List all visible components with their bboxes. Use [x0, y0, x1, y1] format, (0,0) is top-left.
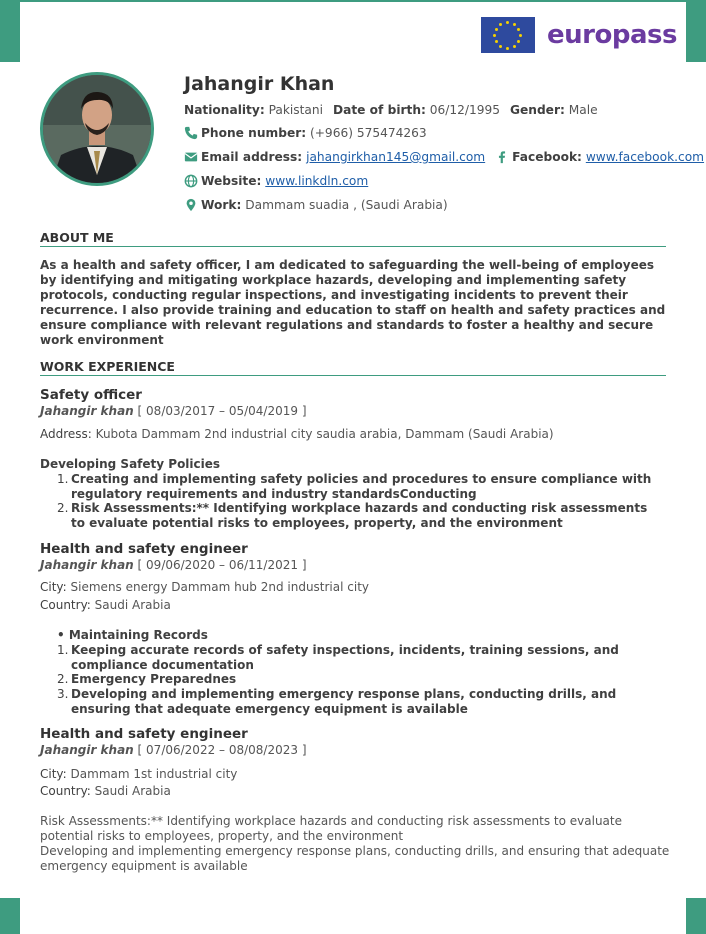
- location-pin-icon: [184, 198, 198, 212]
- city-label: City:: [40, 767, 67, 781]
- profile-photo: [40, 72, 154, 186]
- nationality-label: Nationality:: [184, 103, 265, 117]
- email-icon: [184, 150, 198, 164]
- phone-icon: [184, 126, 198, 140]
- bullet-dot-icon: •: [57, 628, 65, 642]
- about-heading: ABOUT ME: [40, 230, 666, 247]
- candidate-name: Jahangir Khan: [184, 73, 335, 95]
- job-dates: [ 08/03/2017 – 05/04/2019 ]: [137, 404, 307, 418]
- top-border: [20, 0, 686, 2]
- phone-line: [184, 126, 427, 140]
- list-item: Risk Assessments:** Identifying workplace hazards and conducting risk assessments to evaluate potential risks to employees, property, and the environment: [71, 501, 648, 530]
- website-label: Website:: [201, 174, 262, 188]
- employer-name: Jahangir khan: [40, 404, 134, 418]
- job-title: Safety officer: [40, 387, 142, 403]
- list-item: Keeping accurate records of safety inspections, incidents, training sessions, and compliance documentation: [71, 643, 619, 672]
- corner-decoration-top-right: [686, 0, 706, 62]
- job-subheading: Developing Safety Policies: [40, 457, 221, 471]
- job-dates: [ 09/06/2020 – 06/11/2021 ]: [137, 558, 307, 572]
- personal-info-line: [184, 103, 598, 117]
- list-number: 2.: [57, 501, 69, 515]
- facebook-label: Facebook:: [512, 150, 582, 164]
- phone-label: Phone number:: [201, 126, 307, 140]
- address-label: Address:: [40, 427, 92, 441]
- job-dates: [ 07/06/2022 – 08/08/2023 ]: [137, 743, 307, 757]
- job-city-line: [40, 580, 369, 594]
- work-location-line: [184, 198, 448, 212]
- bullet-item: [57, 628, 208, 642]
- work-label: Work:: [201, 198, 242, 212]
- globe-icon: [184, 174, 198, 188]
- email-link[interactable]: jahangirkhan145@gmail.com: [306, 150, 486, 164]
- website-link[interactable]: www.linkdln.com: [265, 174, 369, 188]
- dob-value: 06/12/1995: [429, 103, 501, 117]
- job-employer-line: [40, 743, 307, 757]
- job-city-line: [40, 767, 237, 781]
- job-country-line: [40, 784, 171, 798]
- website-line: [184, 174, 368, 188]
- dob-label: Date of birth:: [333, 103, 426, 117]
- corner-decoration-top-left: [0, 0, 20, 62]
- list-number: 2.: [57, 672, 69, 686]
- city-value: Dammam 1st industrial city: [70, 767, 238, 781]
- city-value: Siemens energy Dammam hub 2nd industrial city: [70, 580, 370, 594]
- country-value: Saudi Arabia: [94, 784, 171, 798]
- city-label: City:: [40, 580, 67, 594]
- country-value: Saudi Arabia: [94, 598, 171, 612]
- contact-line: [184, 150, 704, 164]
- list-item: Creating and implementing safety policies and procedures to ensure compliance with regulatory requirements and industry standardsConducting: [71, 472, 652, 501]
- phone-value: (+966) 575474263: [309, 126, 427, 140]
- work-value: Dammam suadia , (Saudi Arabia): [245, 198, 448, 212]
- gender-value: Male: [568, 103, 598, 117]
- list-number: 1.: [57, 472, 69, 486]
- nationality-value: Pakistani: [268, 103, 323, 117]
- job-country-line: [40, 598, 171, 612]
- employer-name: Jahangir khan: [40, 743, 134, 757]
- logo-text: europass: [547, 20, 677, 50]
- corner-decoration-bottom-left: [0, 898, 20, 934]
- job-employer-line: [40, 404, 307, 418]
- job-title: Health and safety engineer: [40, 726, 248, 742]
- gender-label: Gender:: [510, 103, 565, 117]
- country-label: Country:: [40, 598, 91, 612]
- employer-name: Jahangir khan: [40, 558, 134, 572]
- job-address-line: [40, 427, 554, 441]
- bullet-text: Maintaining Records: [68, 628, 208, 642]
- corner-decoration-bottom-right: [686, 898, 706, 934]
- facebook-icon: [495, 150, 509, 164]
- work-experience-heading: WORK EXPERIENCE: [40, 359, 666, 376]
- list-item: Developing and implementing emergency response plans, conducting drills, and ensuring that adequate emergency equipment is available: [71, 687, 617, 716]
- list-number: 3.: [57, 687, 69, 701]
- list-number: 1.: [57, 643, 69, 657]
- job-description: Developing and implementing emergency response plans, conducting drills, and ensuring that adequate emergency equipment is available: [40, 844, 670, 873]
- job-description: Risk Assessments:** Identifying workplace hazards and conducting risk assessments to evaluate potential risks to employees, property, and the environment: [40, 814, 622, 843]
- email-label: Email address:: [201, 150, 303, 164]
- eu-flag-icon: [481, 17, 535, 53]
- job-employer-line: [40, 558, 307, 572]
- address-value: Kubota Dammam 2nd industrial city saudia arabia, Dammam (Saudi Arabia): [95, 427, 554, 441]
- about-text: As a health and safety officer, I am dedicated to safeguarding the well-being of employees by identifying and mitigating workplace hazards, developing and implementing safety protocols, conducting regular inspections, and investigating incidents to prevent their recurrence. I also provide training and education to staff on health and safety practices and ensure compliance with relevant regulations and standards to foster a healthy and secure work environment: [40, 258, 666, 347]
- europass-logo: [481, 17, 677, 53]
- list-item: Emergency Preparednes: [71, 672, 237, 686]
- job-title: Health and safety engineer: [40, 541, 248, 557]
- facebook-link[interactable]: www.facebook.com: [585, 150, 705, 164]
- country-label: Country:: [40, 784, 91, 798]
